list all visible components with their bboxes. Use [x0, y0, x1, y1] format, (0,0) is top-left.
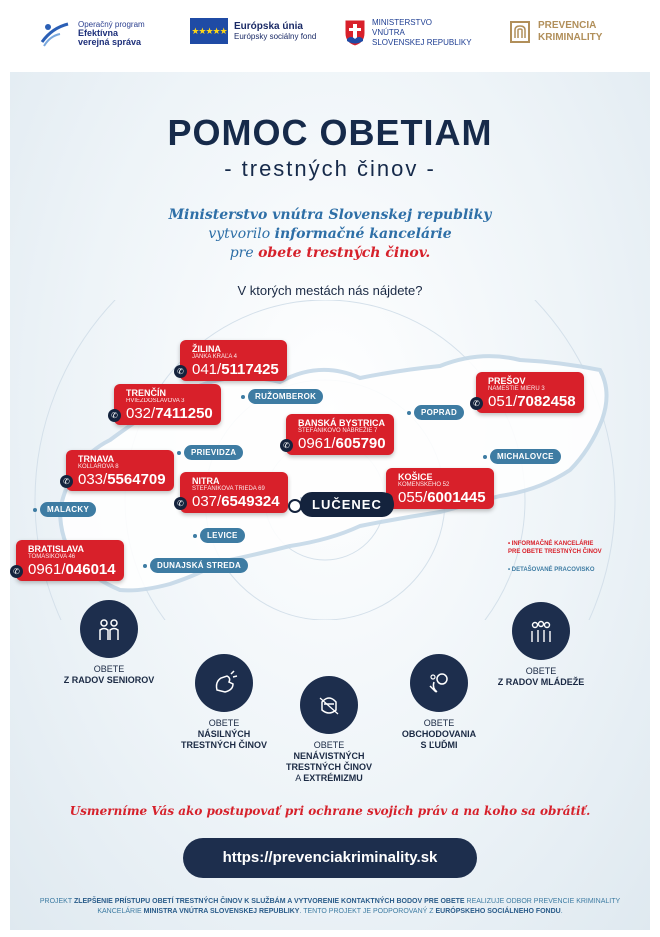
- fingerprint-icon: [508, 18, 532, 46]
- coat-of-arms-icon: [344, 19, 366, 47]
- office-presov: PREŠOV NÁMESTIE MIERU 3 051/7082458 ✆: [476, 372, 584, 413]
- logo-bar: [0, 0, 660, 72]
- phone-icon: ✆: [174, 497, 187, 510]
- poster-subtitle: - trestných činov -: [224, 156, 436, 181]
- category-seniors: OBETE Z RADOV SENIOROV: [44, 600, 174, 686]
- intro-line2b: informačné kancelárie: [274, 226, 452, 242]
- min-line2: VNÚTRA: [372, 28, 405, 37]
- youth-group-icon: [512, 602, 570, 660]
- phone-icon: ✆: [174, 365, 187, 378]
- violence-icon: [195, 654, 253, 712]
- intro-text: [0, 206, 660, 263]
- site-poprad: POPRAD: [414, 405, 464, 420]
- hooded-person-icon: [300, 676, 358, 734]
- eu-logo: [190, 18, 316, 44]
- eu-flag-icon: ★★★★★: [190, 18, 228, 44]
- seniors-icon: [80, 600, 138, 658]
- eu-line1: Európska únia: [234, 21, 303, 32]
- eu-line2: Európsky sociálny fond: [234, 32, 317, 41]
- question-text: V ktorých mestách nás nájdete?: [237, 283, 423, 298]
- intro-line1: Ministerstvo vnútra Slovenskej republiky: [168, 207, 492, 223]
- phone-icon: ✆: [60, 475, 73, 488]
- site-levice: LEVICE: [200, 528, 245, 543]
- trafficking-icon: [410, 654, 468, 712]
- footer-text: PROJEKT ZLEPŠENIE PRÍSTUPU OBETÍ TRESTNÝCH ČINOV K SLUŽBÁM A VYTVORENIE KONTAKTNÝCH BODOV PRE OBETE REALIZUJE ODBOR PREVENCIE KRIMINALITY KANCELÁRIE MINISTRA VNÚTRA SLOVENSKEJ REPUBLIKY. TENTO PROJEKT JE PODPOROVANÝ Z EURÓPSKEHO SOCIÁLNEHO FONDU.: [39, 898, 621, 915]
- legend-offices-line1: • INFORMAČNÉ KANCELÁRIE: [508, 541, 594, 547]
- phone-icon: ✆: [470, 397, 483, 410]
- office-zilina: ŽILINA JANKA KRÁĽA 4 041/5117425 ✆: [180, 340, 287, 381]
- legend-sites: • DETAŠOVANÉ PRACOVISKO: [508, 567, 595, 573]
- site-michalovce: MICHALOVCE: [490, 449, 561, 464]
- phone-icon: ✆: [108, 409, 121, 422]
- city-lucenec: LUČENEC: [300, 492, 394, 517]
- phone-icon: ✆: [280, 439, 293, 452]
- call-to-action-text: Usmerníme Vás ako postupovať pri ochrane svojich práv a na koho sa obrátiť.: [69, 804, 591, 818]
- office-trnava: TRNAVA KOLLÁROVA 8 033/5564709 ✆: [66, 450, 174, 491]
- min-line1: MINISTERSTVO: [372, 18, 433, 27]
- website-link-button[interactable]: https://prevenciakriminality.sk: [183, 838, 477, 878]
- ministry-logo: [344, 18, 472, 48]
- office-kosice: KOŠICE KOMENSKÉHO 52 055/6001445: [386, 468, 494, 509]
- category-violent: OBETE NÁSILNÝCH TRESTNÝCH ČINOV: [159, 654, 289, 751]
- site-prievidza: PRIEVIDZA: [184, 445, 243, 460]
- office-trencin: TRENČÍN HVIEZDOSLAVOVA 3 032/7411250 ✆: [114, 384, 221, 425]
- intro-line3a: pre: [229, 245, 259, 261]
- office-banska-bystrica: BANSKÁ BYSTRICA ŠTEFÁNIKOVO NÁBREŽIE 7 0961/605790 ✆: [286, 414, 394, 455]
- oper-program-logo: [38, 18, 145, 48]
- site-dunajska-streda: DUNAJSKÁ STREDA: [150, 558, 248, 573]
- map-legend: [508, 540, 602, 574]
- intro-line3b: obete trestných činov.: [258, 245, 431, 261]
- office-nitra: NITRA ŠTEFÁNIKOVA TRIEDA 69 037/6549324 ✆: [180, 472, 288, 513]
- prev-line2: KRIMINALITY: [538, 32, 603, 43]
- office-bratislava: BRATISLAVA TOMÁŠIKOVA 46 0961/046014 ✆: [16, 540, 124, 581]
- oper-line3: verejná správa: [78, 36, 142, 47]
- site-malacky: MALACKY: [40, 502, 96, 517]
- poster-title: POMOC OBETIAM: [167, 112, 493, 153]
- min-line3: SLOVENSKEJ REPUBLIKY: [372, 38, 472, 47]
- oper-line2: Efektívna: [78, 27, 119, 38]
- oper-line1: Operačný program: [78, 19, 145, 29]
- stars-person-icon: [38, 18, 72, 48]
- category-hate: OBETE NENÁVISTNÝCH TRESTNÝCH ČINOV A EXTRÉMIZMU: [264, 676, 394, 784]
- category-youth: OBETE Z RADOV MLÁDEŽE: [476, 602, 606, 688]
- legend-offices-line2: PRE OBETE TRESTNÝCH ČINOV: [508, 549, 602, 555]
- phone-icon: ✆: [10, 565, 23, 578]
- site-ruzomberok: RUŽOMBEROK: [248, 389, 323, 404]
- intro-line2a: vytvorilo: [208, 226, 275, 242]
- category-trafficking: OBETE OBCHODOVANIA S ĽUĎMI: [374, 654, 504, 751]
- prevention-logo: [508, 18, 602, 46]
- prev-line1: PREVENCIA: [538, 20, 597, 31]
